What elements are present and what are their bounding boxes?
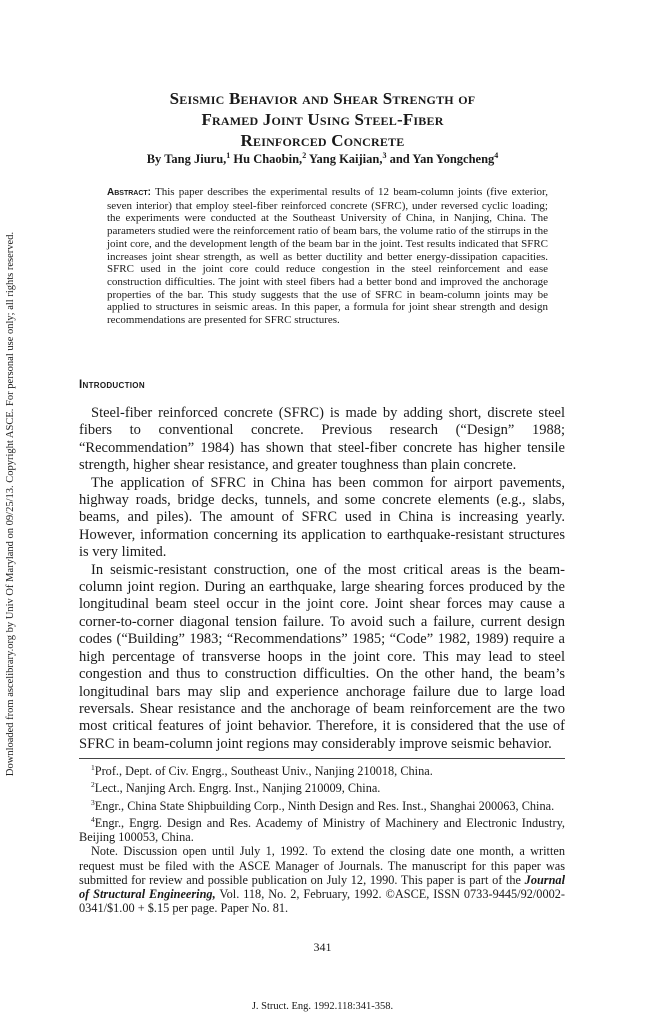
author-prefix: By bbox=[146, 152, 165, 167]
discussion-note bbox=[79, 844, 565, 915]
footnote-text: Lect., Nanjing Arch. Engrg. Inst., Nanjing 210009, China. bbox=[94, 781, 381, 796]
abstract-text: This paper describes the experimental results of 12 beam-column joints (five exterior, seven interior) that employ steel-fiber reinforced concrete (SFRC), under reversed cyclic loading; the experiments were conducted at the Southeast University of China, in Nanjing, China. The parameters studied were the reinforcement ratio of beam bars, the volume ratio of the stirrups in the joint core, and the development length of the beam bar in the joint. Test results indicated that SFRC increases joint shear strength, as well as better ductility and better energy-dissipation capacities. SFRC used in the joint core could reduce congestion in the steel reinforcement and ease construction difficulties. The joint with steel fibers had a better bond and improved the anchorage properties of the bar. This study suggests that the use of SFRC in beam-column joints may be applied to structures in seismic areas. In this paper, a formula for joint shear strength and design recommendations are presented for SFRC structures. bbox=[107, 186, 548, 327]
abstract-label: Abstract: bbox=[107, 187, 151, 198]
paper-title bbox=[70, 88, 575, 151]
author-footnote-mark: 1 bbox=[226, 151, 231, 160]
author-name: Tang Jiuru, bbox=[164, 152, 227, 167]
download-watermark: Downloaded from ascelibrary.org by Univ Of Maryland on 09/25/13. Copyright ASCE. For personal use only; all rights reserved. bbox=[5, 231, 16, 777]
page-number: 341 bbox=[313, 940, 332, 954]
footnote-mark: 3 bbox=[91, 797, 95, 807]
author-footnote-mark: 2 bbox=[302, 151, 307, 160]
abstract bbox=[107, 186, 548, 327]
title-line: Framed Joint Using Steel-Fiber bbox=[201, 110, 444, 129]
author-footnote-mark: 3 bbox=[382, 151, 387, 160]
author-name: Yang Kaijian, bbox=[306, 152, 383, 167]
footnote-divider bbox=[79, 758, 565, 759]
section-heading: Introduction bbox=[79, 379, 145, 391]
author-name: and Yan Yongcheng bbox=[386, 152, 495, 167]
author-footnote-mark: 4 bbox=[494, 151, 499, 160]
footnote-text: Engr., Engrg. Design and Res. Academy of Ministry of Machinery and Electronic Industry, Beijing 100053, China. bbox=[79, 815, 565, 845]
author-name: Hu Chaobin, bbox=[230, 152, 303, 167]
footnote-affiliation bbox=[79, 796, 565, 813]
author-list bbox=[70, 151, 575, 167]
footnotes bbox=[79, 761, 565, 915]
footnote-text: Prof., Dept. of Civ. Engrg., Southeast Univ., Nanjing 210018, China. bbox=[94, 764, 433, 779]
title-line: Seismic Behavior and Shear Strength of bbox=[169, 89, 476, 108]
footnote-mark: 2 bbox=[91, 780, 95, 790]
footnote-affiliation bbox=[79, 813, 565, 845]
footnote-text: Engr., China State Shipbuilding Corp., Ninth Design and Res. Inst., Shanghai 200063, China. bbox=[94, 798, 555, 813]
note-text: Note. Discussion open until July 1, 1992. To extend the closing date one month, a written request must be filed with the ASCE Manager of Journals. The manuscript for this paper was submitted for review and possible publication on July 12, 1990. This paper is part of the bbox=[79, 844, 565, 887]
footnote-mark: 1 bbox=[91, 763, 95, 772]
citation-footer: J. Struct. Eng. 1992.118:341-358. bbox=[251, 1001, 394, 1012]
body-paragraph: Steel-fiber reinforced concrete (SFRC) is made by adding short, discrete steel fibers to conventional concrete. Previous research (“Design” 1988; “Recommendation” 1984) has shown that steel-fiber concrete has higher tensile strength, higher shear resistance, and greater toughness than plain concrete. bbox=[79, 405, 565, 474]
journal-name: Journal of Structural Engineering, bbox=[79, 872, 565, 901]
body-paragraph: The application of SFRC in China has been common for airport pavements, highway roads, bridge decks, tunnels, and some concrete elements (e.g., slabs, beams, and piles). The amount of SFRC used in China is increasing yearly. However, information concerning its application to earthquake-resistant structures is very limited. bbox=[79, 474, 565, 561]
footnote-mark: 4 bbox=[91, 814, 95, 824]
note-text: Vol. 118, No. 2, February, 1992. ©ASCE, ISSN 0733-9445/92/0002-0341/$1.00 + $.15 per page. Paper No. 81. bbox=[79, 887, 565, 916]
footnote-affiliation bbox=[79, 761, 565, 778]
introduction-body bbox=[79, 405, 565, 753]
footnote-affiliation bbox=[79, 778, 565, 795]
body-paragraph: In seismic-resistant construction, one of the most critical areas is the beam-column joint region. During an earthquake, large shearing forces produced by the longitudinal beam steel occur in the joint core. Joint shear forces may cause a corner-to-corner diagonal tension failure. To avoid such a failure, current design codes (“Building” 1983; “Recommendations” 1985; “Code” 1982, 1989) require a high percentage of transverse hoops in the joint core. This may lead to steel congestion and thus to construction difficulties. On the other hand, the beam’s longitudinal bars may slip and experience anchorage failure due to large load reversals. Shear resistance and the anchorage of beam reinforcement are the two most critical features of joint behavior. Therefore, it is considered that the use of SFRC in beam-column joint regions may considerably improve seismic behavior. bbox=[79, 561, 565, 752]
title-line: Reinforced Concrete bbox=[240, 131, 405, 150]
